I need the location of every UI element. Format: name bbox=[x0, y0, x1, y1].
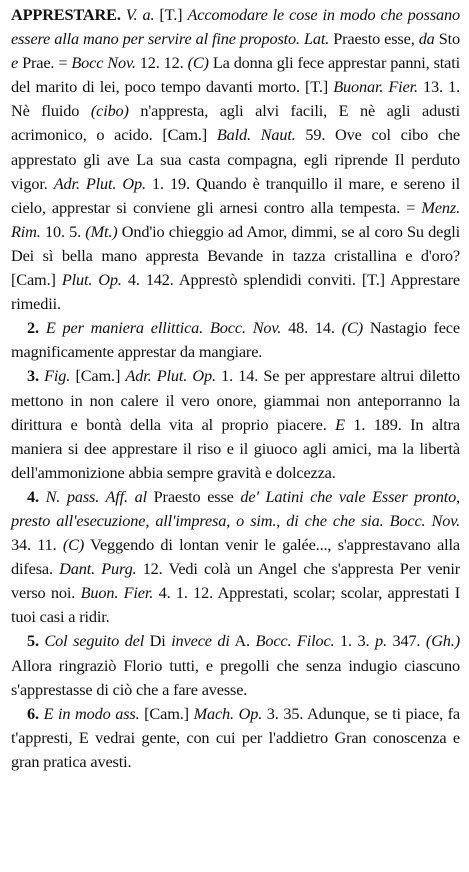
bold-run: APPRESTARE. bbox=[11, 5, 121, 24]
italic-run: Buon. Fier. bbox=[80, 583, 154, 603]
italic-run: Mach. Op. bbox=[193, 703, 263, 723]
italic-run: da bbox=[418, 29, 435, 49]
entry-sense-6 bbox=[11, 702, 460, 774]
text-run: Di bbox=[144, 631, 172, 651]
italic-run: Accomodare le cose in modo che possano essere alla mano per servire al fine proposto. Lat. bbox=[11, 5, 460, 49]
bold-run: 4. bbox=[27, 486, 46, 506]
dictionary-entry-apprestare bbox=[11, 3, 460, 774]
text-run: 1. 189. In altra maniera si dee apprestare il riso e il giuoco agli amici, ma la libertà dell'ammonizione abbia sempre gravità e dolcezza. bbox=[11, 414, 460, 482]
text-run: Sto bbox=[434, 29, 461, 49]
text-run: 4. 1. 12. Apprestati, scolar; scolar, apprestati I tuoi casi a ridir. bbox=[11, 583, 460, 627]
text-run: [T.] bbox=[159, 5, 188, 24]
italic-run: Adr. Plut. Op. bbox=[53, 173, 146, 193]
italic-run: (C) bbox=[62, 535, 85, 555]
italic-run: Buonar. Fier. bbox=[333, 77, 418, 97]
italic-run: (C) bbox=[341, 318, 363, 338]
bold-run: 2. bbox=[27, 318, 46, 338]
italic-run: N. pass. Aff. al bbox=[45, 486, 147, 506]
italic-run: (cibo) bbox=[90, 101, 129, 121]
bold-run: 5. bbox=[27, 631, 45, 651]
bold-run: 3. bbox=[27, 366, 45, 386]
text-run: 1. 19. Quando è tranquillo il mare, e sereno il cielo, apprestar si conviene gli arnesi contro alla tempesta. = bbox=[11, 173, 460, 217]
italic-run: Bocc. Filoc. bbox=[255, 631, 335, 651]
italic-run: Adr. Plut. Op. bbox=[125, 366, 216, 386]
text-run: Veggendo di lontan venir le galée..., s'apprestavano alla difesa. bbox=[11, 535, 460, 579]
text-run: n'appresta, agli alvi facili, E nè agli adusti acrimonico, o acido. [Cam.] bbox=[11, 101, 460, 145]
italic-run: V. a. bbox=[120, 5, 160, 24]
text-run: [Cam.] bbox=[139, 703, 194, 723]
italic-run: Dant. Purg. bbox=[59, 559, 137, 579]
italic-run: E per maniera ellittica. Bocc. Nov. bbox=[45, 318, 282, 338]
italic-run: p. bbox=[374, 631, 387, 651]
text-run: [Cam.] bbox=[70, 366, 126, 386]
italic-run: (Mt.) bbox=[85, 221, 118, 241]
italic-run: (Gh.) bbox=[425, 631, 460, 651]
text-run: 48. 14. bbox=[281, 318, 342, 338]
entry-sense-3 bbox=[11, 364, 460, 484]
italic-run: E bbox=[335, 414, 345, 434]
entry-sense-2 bbox=[11, 316, 460, 364]
italic-run: E in modo ass. bbox=[43, 703, 140, 723]
bold-run: 6. bbox=[27, 703, 44, 723]
text-run: A. bbox=[229, 631, 256, 651]
text-run: 1. 3. bbox=[334, 631, 375, 651]
italic-run: (C) bbox=[187, 53, 209, 73]
italic-run: Fig. bbox=[44, 366, 71, 386]
text-run: 59. Ove col cibo che apprestato gli ave La sua casta compagna, egli riprende Il perduto vigor. bbox=[11, 125, 460, 193]
text-run: Praesto esse, bbox=[329, 29, 419, 49]
text-run: 12. 12. bbox=[135, 53, 188, 73]
italic-run: invece di bbox=[171, 631, 230, 651]
text-run: 34. 11. bbox=[11, 535, 63, 555]
text-run: 4. 142. Apprestò splendidi conviti. [T.] Apprestare rimedii. bbox=[11, 270, 460, 314]
italic-run: Col seguito del bbox=[44, 631, 145, 651]
text-run: Prae. = bbox=[18, 53, 72, 73]
text-run: 347. bbox=[386, 631, 426, 651]
italic-run: Menz. Rim. bbox=[11, 197, 460, 241]
text-run: 13. 1. Nè fluido bbox=[11, 77, 460, 121]
entry-definition-main bbox=[11, 3, 460, 316]
entry-sense-4 bbox=[11, 485, 460, 630]
italic-run: de' Latini che vale Esser pronto, presto all'esecuzione, all'impresa, o sim., di che che sia. Bocc. Nov. bbox=[11, 486, 461, 530]
text-run: 3. 35. Adunque, se ti piace, fa t'appresti, E vedrai gente, con cui per l'addietro Gran conoscenza e gran pratica avesti. bbox=[11, 703, 460, 771]
text-run: 1. 14. Se per apprestare altrui diletto mettono in non calere il vero onore, giammai non anteporranno la dirittura e bontà della vita al proprio piacere. bbox=[11, 366, 460, 434]
text-run: 12. Vedi colà un Angel che s'appresta Per venir verso noi. bbox=[11, 559, 460, 603]
italic-run: e bbox=[11, 53, 19, 73]
text-run: Praesto esse bbox=[147, 486, 241, 506]
italic-run: Bald. Naut. bbox=[216, 125, 296, 145]
text-run: Nastagio fece magnificamente apprestar da mangiare. bbox=[11, 318, 460, 362]
text-run: Ond'io chieggio ad Amor, dimmi, se al coro Su degli Dei sì bella mano appresta Bevande in tazza cristallina e d'oro? [Cam.] bbox=[11, 221, 460, 290]
italic-run: Bocc Nov. bbox=[71, 53, 136, 73]
text-run: Allora ringraziò Florio tutti, e pregolli che senza indugio ciascuno s'apprestasse di ciò che a fare avesse. bbox=[11, 655, 460, 699]
entry-sense-5 bbox=[11, 629, 460, 701]
italic-run: Plut. Op. bbox=[61, 270, 122, 290]
text-run: 10. 5. bbox=[40, 221, 86, 241]
text-run: La donna gli fece apprestar panni, stati del marito di lei, poco tempo davanti morto. [T.] bbox=[11, 53, 460, 97]
